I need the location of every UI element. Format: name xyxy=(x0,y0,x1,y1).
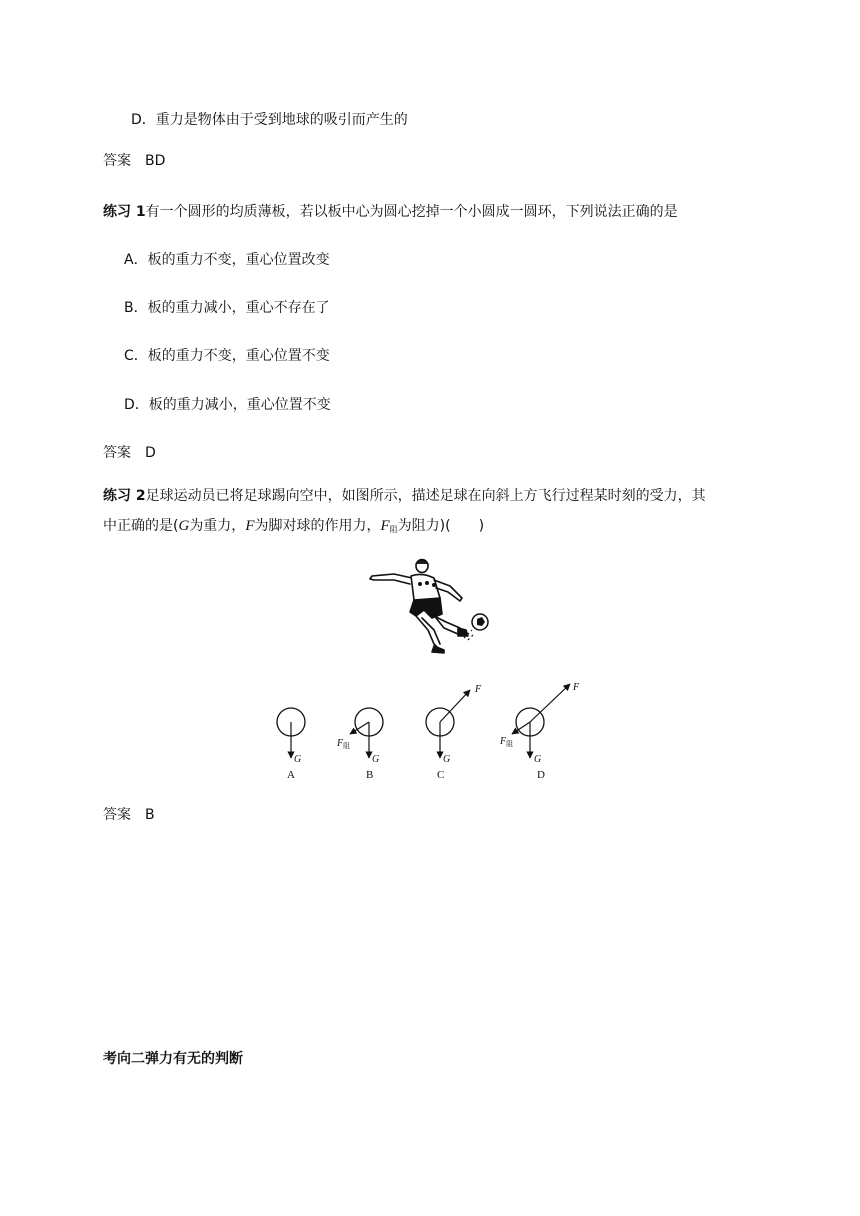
force-diagrams xyxy=(270,676,590,784)
diagram-label-a: A xyxy=(287,769,295,781)
exercise-1-option-a: A．板的重力不变，重心位置改变 xyxy=(124,252,330,268)
label-f-resist: $F_阻$ xyxy=(500,736,514,748)
label-f: F xyxy=(475,684,482,695)
exercise-2-stem-line2 xyxy=(103,516,484,540)
diagram-label-d: D xyxy=(537,769,545,781)
exercise-2-text-1: 足球运动员已将足球踢向空中，如图所示，描述足球在向斜上方飞行过程某时刻的受力，其 xyxy=(145,488,706,504)
exercise-1-option-d: D．板的重力减小，重心位置不变 xyxy=(124,397,331,413)
diagram-c xyxy=(426,684,482,781)
diagram-label-b: B xyxy=(366,769,374,781)
symbol-f-resist: F xyxy=(380,518,390,534)
diagram-d xyxy=(499,682,580,781)
exercise-1-option-c: C．板的重力不变，重心位置不变 xyxy=(124,348,330,364)
diagram-label-c: C xyxy=(437,769,445,781)
label-g: G xyxy=(534,754,542,765)
stem-fragment: 为重力， xyxy=(189,518,246,534)
answer-2 xyxy=(103,443,156,463)
exercise-1-label: 练习 1 xyxy=(103,204,146,220)
answer-value: B xyxy=(145,807,155,823)
answer-1 xyxy=(103,151,165,171)
stem-fragment: 为阻力)( ) xyxy=(397,518,485,534)
diagram-a xyxy=(277,708,305,781)
answer-value: BD xyxy=(145,153,166,169)
symbol-subscript: 阻 xyxy=(389,525,398,534)
exercise-1-text: 有一个圆形的均质薄板，若以板中心为圆心挖掉一个小圆成一圆环，下列说法正确的是 xyxy=(145,204,678,220)
exercise-2-label: 练习 2 xyxy=(103,488,146,504)
answer-3 xyxy=(103,805,155,825)
stem-fragment: 为脚对球的作用力， xyxy=(254,518,381,534)
symbol-g: G xyxy=(178,518,190,534)
answer-value: D xyxy=(145,445,156,461)
exercise-1-option-b: B．板的重力减小，重心不存在了 xyxy=(124,300,330,316)
answer-label: 答案 xyxy=(103,153,131,169)
label-f-resist: $F_阻$ xyxy=(337,738,351,750)
exercise-1-stem xyxy=(103,202,678,222)
stem-fragment: 中正确的是( xyxy=(103,518,179,534)
soccer-player-figure xyxy=(364,556,494,656)
label-g: G xyxy=(294,754,302,765)
label-g: G xyxy=(372,754,380,765)
answer-label: 答案 xyxy=(103,807,131,823)
label-f: F xyxy=(573,682,580,693)
label-g: G xyxy=(443,754,451,765)
answer-label: 答案 xyxy=(103,445,131,461)
symbol-f: F xyxy=(245,518,255,534)
diagram-b xyxy=(336,708,383,781)
exercise-2-stem-line1 xyxy=(103,486,706,506)
previous-option-d: D．重力是物体由于受到地球的吸引而产生的 xyxy=(131,112,408,128)
section-heading: 考向二弹力有无的判断 xyxy=(103,1051,243,1067)
